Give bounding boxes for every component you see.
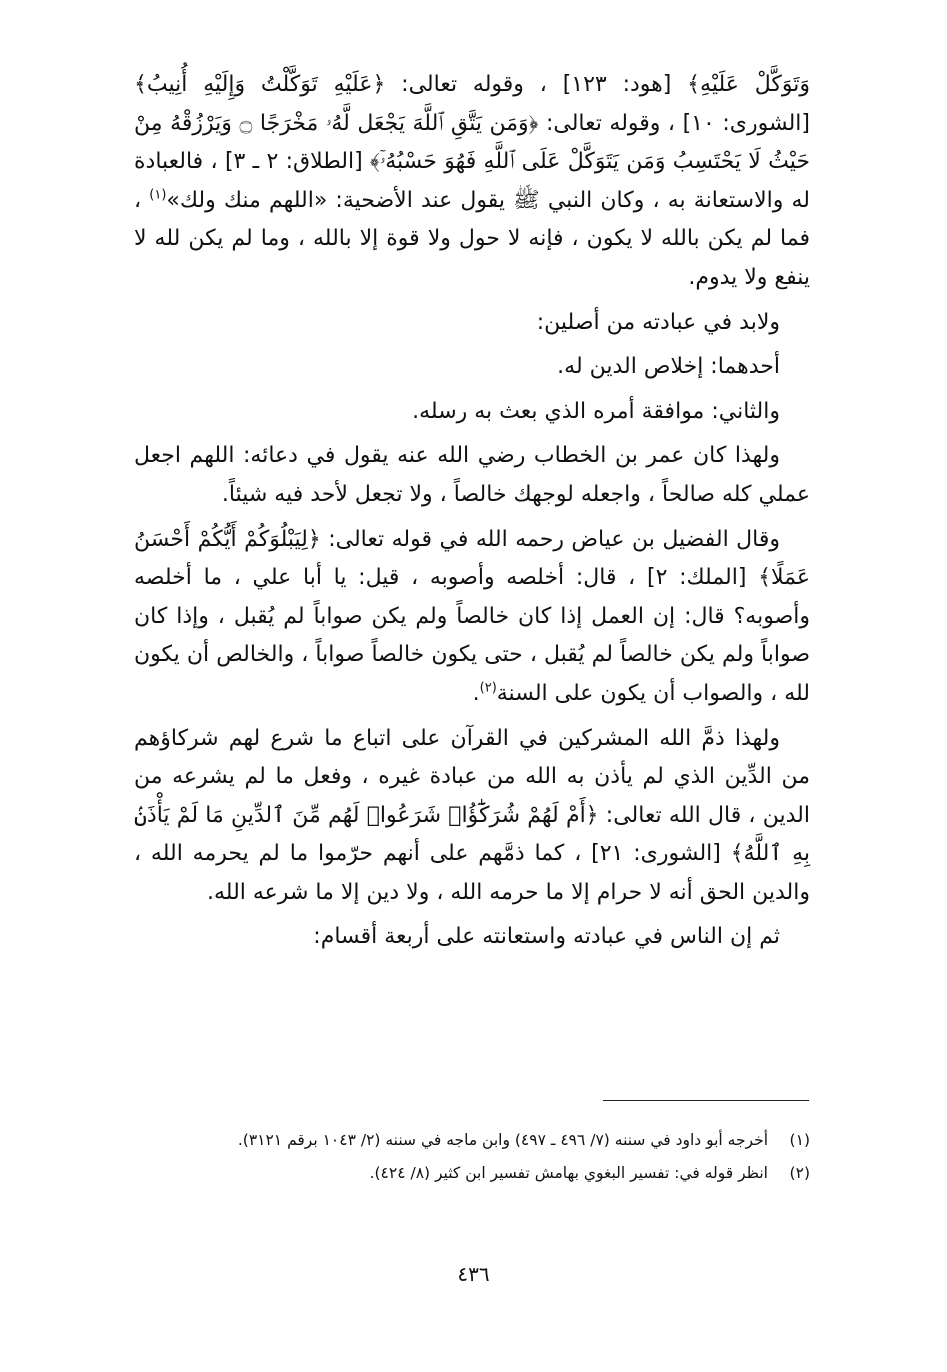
footnote-2-text: انظر قوله في: تفسير البغوي بهامش تفسير ابن كثير (٨/ ٤٢٤). — [369, 1164, 768, 1182]
footnote-2 — [134, 1159, 810, 1188]
paragraph-3: أحدهما: إخلاص الدين له. — [557, 354, 780, 380]
paragraph-8: ثم إن الناس في عبادته واستعانته على أربعة أقسام: — [313, 924, 780, 950]
paragraph-6 — [134, 521, 810, 714]
paragraph-2: ولابد في عبادته من أصلين: — [536, 309, 780, 335]
paragraph-1-tail: ، فما لم يكن بالله لا يكون ، فإنه لا حول ولا قوة إلا بالله ، وما لم يكن لله لا ينفع ولا يدوم. — [134, 187, 810, 290]
footnote-separator — [603, 1100, 809, 1101]
footnote-ref-2: (٢) — [479, 680, 497, 696]
paragraph-1 — [134, 66, 810, 298]
footnotes — [134, 1126, 810, 1192]
paragraph-7: ولهذا ذمَّ الله المشركين في القرآن على اتباع ما شرع لهم شركاؤهم من الدِّين الذي لم يأذن به الله من عبادة غيره ، وفعل ما لم يشرعه من الدين ، قال الله تعالى: ﴿أَمْ لَهُمْ شُرَكَٰٓؤُا۟ شَرَعُوا۟ لَهُم مِّنَ ٱلدِّينِ مَا لَمْ يَأْذَنۢ بِهِ ٱللَّهُ﴾ [الشورى: ٢١] ، كما ذمَّهم على أنهم حرّموا ما لم يحرمه الله ، والدين الحق أنه لا حرام إلا ما حرمه الله ، ولا دين إلا ما شرعه الله. — [134, 725, 810, 905]
paragraph-1-text: وَتَوَكَّلْ عَلَيْهِ﴾ [هود: ١٢٣] ، وقوله تعالى: ﴿عَلَيْهِ تَوَكَّلْتُ وَإِلَيْهِ أُنِيبُ﴾ [الشورى: ١٠] ، وقوله تعالى: ﴿وَمَن يَتَّقِ ٱللَّهَ يَجْعَل لَّهُۥ مَخْرَجًا ۝ وَيَرْزُقْهُ مِنْ حَيْثُ لَا يَحْتَسِبُ وَمَن يَتَوَكَّلْ عَلَى ٱللَّهِ فَهُوَ حَسْبُهُۥٓ﴾ [الطلاق: ٢ ـ ٣] ، فالعبادة له والاستعانة به ، وكان النبي ﷺ يقول عند الأضحية: «اللهم منك ولك» — [134, 72, 811, 213]
footnote-2-number: (٢) — [789, 1164, 810, 1182]
footnote-1 — [134, 1126, 810, 1155]
page-number: ٤٣٦ — [457, 1262, 490, 1286]
footnote-ref-1: (١) — [149, 187, 167, 203]
paragraph-5: ولهذا كان عمر بن الخطاب رضي الله عنه يقول في دعائه: اللهم اجعل عملي كله صالحاً ، واجعله لوجهك خالصاً ، ولا تجعل لأحد فيه شيئاً. — [134, 443, 810, 507]
footnote-1-text: أخرجه أبو داود في سننه (٧/ ٤٩٦ ـ ٤٩٧) وابن ماجه في سننه (٢/ ١٠٤٣ برقم ٣١٢١). — [237, 1131, 768, 1149]
paragraph-6-tail: . — [472, 680, 480, 706]
main-text — [134, 66, 810, 963]
paragraph-6-text: وقال الفضيل بن عياض رحمه الله في قوله تعالى: ﴿لِيَبْلُوَكُمْ أَيُّكُمْ أَحْسَنُ عَمَلًا﴾ [الملك: ٢] ، قال: أخلصه وأصوبه ، قيل: يا أبا علي ، ما أخلصه وأصوبه؟ قال: إن العمل إذا كان خالصاً ولم يكن صواباً لم يُقبل ، وإذا كان صواباً ولم يكن خالصاً لم يُقبل ، حتى يكون خالصاً صواباً ، والخالص أن يكون لله ، والصواب أن يكون على السنة — [134, 526, 811, 706]
paragraph-4: والثاني: موافقة أمره الذي بعث به رسله. — [412, 398, 780, 424]
footnote-1-number: (١) — [789, 1131, 810, 1149]
